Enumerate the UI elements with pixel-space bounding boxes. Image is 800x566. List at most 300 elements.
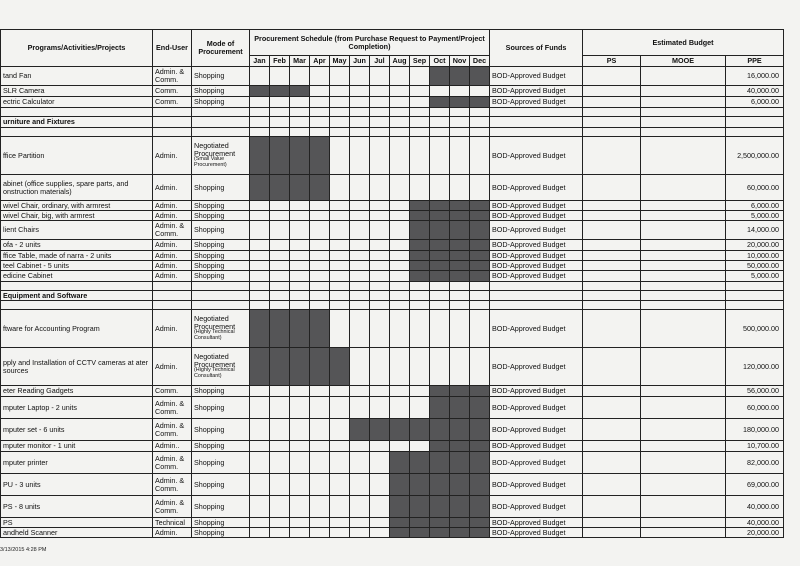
blank-cell xyxy=(1,282,153,291)
blank-cell xyxy=(192,282,250,291)
blank-cell xyxy=(641,128,726,137)
blank-cell xyxy=(310,301,330,310)
schedule-cell-active xyxy=(390,496,410,518)
schedule-cell-active xyxy=(450,221,470,240)
blank-cell xyxy=(726,301,784,310)
schedule-cell xyxy=(330,386,350,397)
blank-cell xyxy=(410,108,430,117)
blank-cell xyxy=(330,108,350,117)
blank-cell xyxy=(1,128,153,137)
blank-cell xyxy=(310,282,330,291)
table-row xyxy=(1,528,784,538)
schedule-cell xyxy=(330,97,350,108)
schedule-cell xyxy=(330,261,350,271)
budget-ps xyxy=(583,221,641,240)
budget-mooe xyxy=(641,441,726,452)
schedule-cell xyxy=(290,211,310,221)
procurement-plan-table xyxy=(0,29,784,538)
schedule-cell xyxy=(290,419,310,441)
schedule-cell xyxy=(330,518,350,528)
blank-row xyxy=(1,108,784,117)
schedule-cell xyxy=(470,175,490,201)
blank-cell xyxy=(470,117,490,128)
schedule-cell xyxy=(410,175,430,201)
schedule-cell xyxy=(330,528,350,538)
schedule-cell-active xyxy=(450,201,470,211)
end-user: Admin. xyxy=(153,175,192,201)
schedule-cell-active xyxy=(450,474,470,496)
schedule-cell xyxy=(290,441,310,452)
procurement-mode-label: Negotiated Procurement xyxy=(194,141,236,158)
schedule-cell xyxy=(250,386,270,397)
blank-cell xyxy=(470,282,490,291)
schedule-cell-active xyxy=(470,221,490,240)
schedule-cell-active xyxy=(410,211,430,221)
schedule-cell xyxy=(310,271,330,282)
blank-cell xyxy=(726,108,784,117)
budget-mooe xyxy=(641,397,726,419)
budget-ppe: 10,000.00 xyxy=(726,251,784,261)
budget-ps xyxy=(583,201,641,211)
budget-mooe xyxy=(641,211,726,221)
budget-ps xyxy=(583,348,641,386)
header-month: Aug xyxy=(390,56,410,67)
source-of-funds: BOD-Approved Budget xyxy=(490,474,583,496)
blank-cell xyxy=(490,117,583,128)
blank-cell xyxy=(470,291,490,301)
schedule-cell-active xyxy=(410,221,430,240)
schedule-cell xyxy=(270,271,290,282)
schedule-cell xyxy=(290,261,310,271)
blank-cell xyxy=(390,291,410,301)
blank-cell xyxy=(310,291,330,301)
schedule-cell xyxy=(390,397,410,419)
table-row xyxy=(1,271,784,282)
source-of-funds: BOD-Approved Budget xyxy=(490,240,583,251)
blank-cell xyxy=(726,128,784,137)
item-name: teel Cabinet - 5 units xyxy=(1,261,153,271)
blank-cell xyxy=(350,117,370,128)
schedule-cell xyxy=(330,397,350,419)
schedule-cell xyxy=(370,441,390,452)
source-of-funds: BOD-Approved Budget xyxy=(490,528,583,538)
source-of-funds: BOD-Approved Budget xyxy=(490,251,583,261)
schedule-cell xyxy=(390,201,410,211)
blank-cell xyxy=(310,128,330,137)
blank-cell xyxy=(290,291,310,301)
blank-cell xyxy=(726,282,784,291)
source-of-funds: BOD-Approved Budget xyxy=(490,397,583,419)
schedule-cell xyxy=(330,201,350,211)
schedule-cell xyxy=(350,201,370,211)
schedule-cell xyxy=(270,251,290,261)
header-month: Jun xyxy=(350,56,370,67)
schedule-cell-active xyxy=(470,518,490,528)
budget-ppe: 60,000.00 xyxy=(726,397,784,419)
table-row xyxy=(1,452,784,474)
blank-cell xyxy=(450,108,470,117)
schedule-cell-active xyxy=(450,251,470,261)
blank-cell xyxy=(583,117,641,128)
budget-ppe: 500,000.00 xyxy=(726,310,784,348)
table-row xyxy=(1,240,784,251)
schedule-cell xyxy=(310,221,330,240)
schedule-cell-active xyxy=(290,310,310,348)
budget-ps xyxy=(583,271,641,282)
blank-cell xyxy=(350,282,370,291)
schedule-cell xyxy=(270,528,290,538)
procurement-mode xyxy=(192,518,250,528)
blank-cell xyxy=(410,128,430,137)
end-user: Admin. & Comm. xyxy=(153,474,192,496)
schedule-cell-active xyxy=(250,348,270,386)
schedule-cell xyxy=(310,251,330,261)
schedule-cell xyxy=(410,348,430,386)
end-user: Admin. xyxy=(153,251,192,261)
budget-ppe: 14,000.00 xyxy=(726,221,784,240)
blank-row xyxy=(1,301,784,310)
schedule-cell-active xyxy=(430,386,450,397)
schedule-cell-active xyxy=(410,251,430,261)
schedule-cell xyxy=(350,386,370,397)
header-estimated-budget: Estimated Budget xyxy=(583,30,784,56)
item-name: PU - 3 units xyxy=(1,474,153,496)
budget-ps xyxy=(583,397,641,419)
schedule-cell xyxy=(290,240,310,251)
budget-ppe: 82,000.00 xyxy=(726,452,784,474)
budget-ps xyxy=(583,211,641,221)
schedule-cell xyxy=(250,518,270,528)
schedule-cell-active xyxy=(470,528,490,538)
schedule-cell-active xyxy=(270,137,290,175)
schedule-cell-active xyxy=(390,474,410,496)
schedule-cell-active xyxy=(470,211,490,221)
end-user: Admin. xyxy=(153,211,192,221)
blank-cell xyxy=(250,301,270,310)
header-month: Jul xyxy=(370,56,390,67)
end-user: Admin. xyxy=(153,348,192,386)
schedule-cell xyxy=(250,67,270,86)
schedule-cell xyxy=(350,397,370,419)
schedule-cell-active xyxy=(470,240,490,251)
procurement-mode-note: (Small Value Procurement) xyxy=(194,156,227,169)
schedule-cell-active xyxy=(470,441,490,452)
budget-ps xyxy=(583,67,641,86)
header-month: Mar xyxy=(290,56,310,67)
procurement-mode xyxy=(192,97,250,108)
budget-mooe xyxy=(641,271,726,282)
schedule-cell xyxy=(330,251,350,261)
schedule-cell xyxy=(470,86,490,97)
schedule-cell xyxy=(350,86,370,97)
schedule-cell xyxy=(270,397,290,419)
blank-cell xyxy=(250,108,270,117)
schedule-cell xyxy=(290,271,310,282)
schedule-cell xyxy=(390,261,410,271)
end-user: Comm. xyxy=(153,386,192,397)
blank-cell xyxy=(290,108,310,117)
schedule-cell xyxy=(250,240,270,251)
procurement-mode-label: Shopping xyxy=(194,402,225,412)
schedule-cell-active xyxy=(430,452,450,474)
schedule-cell-active xyxy=(310,137,330,175)
blank-cell xyxy=(430,282,450,291)
budget-mooe xyxy=(641,386,726,397)
blank-cell xyxy=(430,301,450,310)
procurement-mode xyxy=(192,441,250,452)
schedule-cell xyxy=(310,386,330,397)
schedule-cell xyxy=(290,221,310,240)
schedule-cell xyxy=(330,419,350,441)
blank-cell xyxy=(410,282,430,291)
budget-ppe: 2,500,000.00 xyxy=(726,137,784,175)
item-name: abinet (office supplies, spare parts, and onstruction materials) xyxy=(1,175,153,201)
item-name: wivel Chair, ordinary, with armrest xyxy=(1,201,153,211)
budget-ps xyxy=(583,261,641,271)
table-row xyxy=(1,137,784,175)
schedule-cell xyxy=(330,137,350,175)
procurement-mode-label: Shopping xyxy=(194,527,225,537)
schedule-cell xyxy=(250,221,270,240)
schedule-cell-active xyxy=(310,348,330,386)
blank-cell xyxy=(192,128,250,137)
schedule-cell xyxy=(390,221,410,240)
procurement-mode-label: Negotiated Procurement xyxy=(194,352,236,369)
header-month: Oct xyxy=(430,56,450,67)
end-user: Admin. & Comm. xyxy=(153,67,192,86)
budget-mooe xyxy=(641,221,726,240)
schedule-cell xyxy=(290,452,310,474)
schedule-cell xyxy=(330,452,350,474)
procurement-mode xyxy=(192,452,250,474)
schedule-cell-active xyxy=(250,86,270,97)
schedule-cell xyxy=(370,221,390,240)
blank-cell xyxy=(290,282,310,291)
blank-cell xyxy=(641,282,726,291)
schedule-cell-active xyxy=(430,201,450,211)
item-name: wivel Chair, big, with armrest xyxy=(1,211,153,221)
schedule-cell-active xyxy=(430,441,450,452)
budget-mooe xyxy=(641,518,726,528)
budget-mooe xyxy=(641,474,726,496)
schedule-cell xyxy=(330,211,350,221)
schedule-cell xyxy=(370,261,390,271)
blank-cell xyxy=(450,128,470,137)
schedule-cell-active xyxy=(430,496,450,518)
source-of-funds: BOD-Approved Budget xyxy=(490,211,583,221)
schedule-cell xyxy=(250,251,270,261)
procurement-mode xyxy=(192,251,250,261)
schedule-cell xyxy=(430,348,450,386)
end-user: Admin. & Comm. xyxy=(153,452,192,474)
schedule-cell xyxy=(270,441,290,452)
budget-ps xyxy=(583,97,641,108)
schedule-cell xyxy=(310,452,330,474)
source-of-funds: BOD-Approved Budget xyxy=(490,97,583,108)
schedule-cell-active xyxy=(430,271,450,282)
budget-ps xyxy=(583,441,641,452)
schedule-cell xyxy=(430,86,450,97)
schedule-cell xyxy=(430,175,450,201)
table-row xyxy=(1,441,784,452)
blank-cell xyxy=(330,128,350,137)
blank-cell xyxy=(153,108,192,117)
source-of-funds: BOD-Approved Budget xyxy=(490,348,583,386)
blank-row xyxy=(1,128,784,137)
schedule-cell-active xyxy=(430,474,450,496)
schedule-cell-active xyxy=(270,348,290,386)
schedule-cell-active xyxy=(450,261,470,271)
blank-cell xyxy=(270,291,290,301)
schedule-cell xyxy=(410,97,430,108)
budget-mooe xyxy=(641,67,726,86)
item-name: ffice Partition xyxy=(1,137,153,175)
schedule-cell xyxy=(310,518,330,528)
schedule-cell xyxy=(310,67,330,86)
budget-ps xyxy=(583,240,641,251)
blank-cell xyxy=(430,291,450,301)
schedule-cell-active xyxy=(430,240,450,251)
schedule-cell-active xyxy=(450,97,470,108)
blank-cell xyxy=(270,117,290,128)
schedule-cell-active xyxy=(450,240,470,251)
item-name: andheld Scanner xyxy=(1,528,153,538)
schedule-cell-active xyxy=(470,496,490,518)
header-sources-of-funds: Sources of Funds xyxy=(490,30,583,67)
source-of-funds: BOD-Approved Budget xyxy=(490,221,583,240)
budget-ps xyxy=(583,137,641,175)
schedule-cell xyxy=(270,67,290,86)
item-name: mputer Laptop - 2 units xyxy=(1,397,153,419)
budget-ps xyxy=(583,518,641,528)
schedule-cell xyxy=(290,397,310,419)
procurement-mode xyxy=(192,348,250,386)
schedule-cell xyxy=(250,452,270,474)
end-user: Admin. xyxy=(153,240,192,251)
budget-ppe: 180,000.00 xyxy=(726,419,784,441)
budget-ppe: 60,000.00 xyxy=(726,175,784,201)
budget-mooe xyxy=(641,419,726,441)
blank-cell xyxy=(192,108,250,117)
blank-cell xyxy=(390,108,410,117)
source-of-funds: BOD-Approved Budget xyxy=(490,496,583,518)
schedule-cell xyxy=(310,86,330,97)
blank-cell xyxy=(350,301,370,310)
budget-mooe xyxy=(641,86,726,97)
header-month: Feb xyxy=(270,56,290,67)
schedule-cell xyxy=(330,221,350,240)
blank-cell xyxy=(390,282,410,291)
budget-ppe: 40,000.00 xyxy=(726,86,784,97)
table-row xyxy=(1,86,784,97)
procurement-mode-label: Shopping xyxy=(194,271,225,281)
item-name: ffice Table, made of narra - 2 units xyxy=(1,251,153,261)
schedule-cell xyxy=(310,211,330,221)
budget-mooe xyxy=(641,137,726,175)
source-of-funds: BOD-Approved Budget xyxy=(490,441,583,452)
end-user: Admin. xyxy=(153,271,192,282)
source-of-funds: BOD-Approved Budget xyxy=(490,201,583,211)
blank-cell xyxy=(450,282,470,291)
schedule-cell xyxy=(290,386,310,397)
table-row xyxy=(1,348,784,386)
schedule-cell xyxy=(250,271,270,282)
blank-cell xyxy=(470,108,490,117)
schedule-cell xyxy=(350,175,370,201)
schedule-cell-active xyxy=(450,386,470,397)
schedule-cell xyxy=(270,240,290,251)
source-of-funds: BOD-Approved Budget xyxy=(490,518,583,528)
blank-cell xyxy=(250,128,270,137)
source-of-funds: BOD-Approved Budget xyxy=(490,452,583,474)
budget-ps xyxy=(583,175,641,201)
procurement-mode-label: Shopping xyxy=(194,424,225,434)
schedule-cell xyxy=(310,528,330,538)
schedule-cell xyxy=(310,441,330,452)
category-label: Equipment and Software xyxy=(1,291,153,301)
blank-cell xyxy=(370,301,390,310)
schedule-cell xyxy=(290,528,310,538)
blank-cell xyxy=(153,282,192,291)
schedule-cell xyxy=(290,201,310,211)
category-row xyxy=(1,117,784,128)
blank-cell xyxy=(641,301,726,310)
blank-cell xyxy=(490,291,583,301)
schedule-cell xyxy=(310,97,330,108)
schedule-cell xyxy=(270,201,290,211)
schedule-cell-active xyxy=(410,518,430,528)
blank-cell xyxy=(410,301,430,310)
source-of-funds: BOD-Approved Budget xyxy=(490,175,583,201)
blank-row xyxy=(1,282,784,291)
procurement-mode xyxy=(192,221,250,240)
header-month: Nov xyxy=(450,56,470,67)
schedule-cell xyxy=(290,67,310,86)
schedule-cell-active xyxy=(290,137,310,175)
blank-cell xyxy=(370,291,390,301)
blank-cell xyxy=(490,301,583,310)
schedule-cell-active xyxy=(410,240,430,251)
schedule-cell xyxy=(350,261,370,271)
end-user: Admin. xyxy=(153,201,192,211)
schedule-cell xyxy=(370,211,390,221)
procurement-mode-label: Shopping xyxy=(194,250,225,260)
schedule-cell xyxy=(370,452,390,474)
item-name: ftware for Accounting Program xyxy=(1,310,153,348)
schedule-cell-active xyxy=(450,518,470,528)
procurement-mode xyxy=(192,271,250,282)
schedule-cell-active xyxy=(270,310,290,348)
schedule-cell-active xyxy=(250,310,270,348)
procurement-mode xyxy=(192,67,250,86)
budget-ps xyxy=(583,251,641,261)
schedule-cell-active xyxy=(470,251,490,261)
schedule-cell-active xyxy=(470,452,490,474)
schedule-cell xyxy=(350,348,370,386)
item-name: eter Reading Gadgets xyxy=(1,386,153,397)
schedule-cell-active xyxy=(450,528,470,538)
procurement-mode xyxy=(192,310,250,348)
schedule-cell xyxy=(350,271,370,282)
procurement-mode-label: Shopping xyxy=(194,260,225,270)
procurement-mode xyxy=(192,496,250,518)
schedule-cell-active xyxy=(250,137,270,175)
source-of-funds: BOD-Approved Budget xyxy=(490,67,583,86)
table-row xyxy=(1,97,784,108)
schedule-cell xyxy=(390,386,410,397)
procurement-mode-label: Shopping xyxy=(194,517,225,527)
plan-body xyxy=(1,67,784,538)
